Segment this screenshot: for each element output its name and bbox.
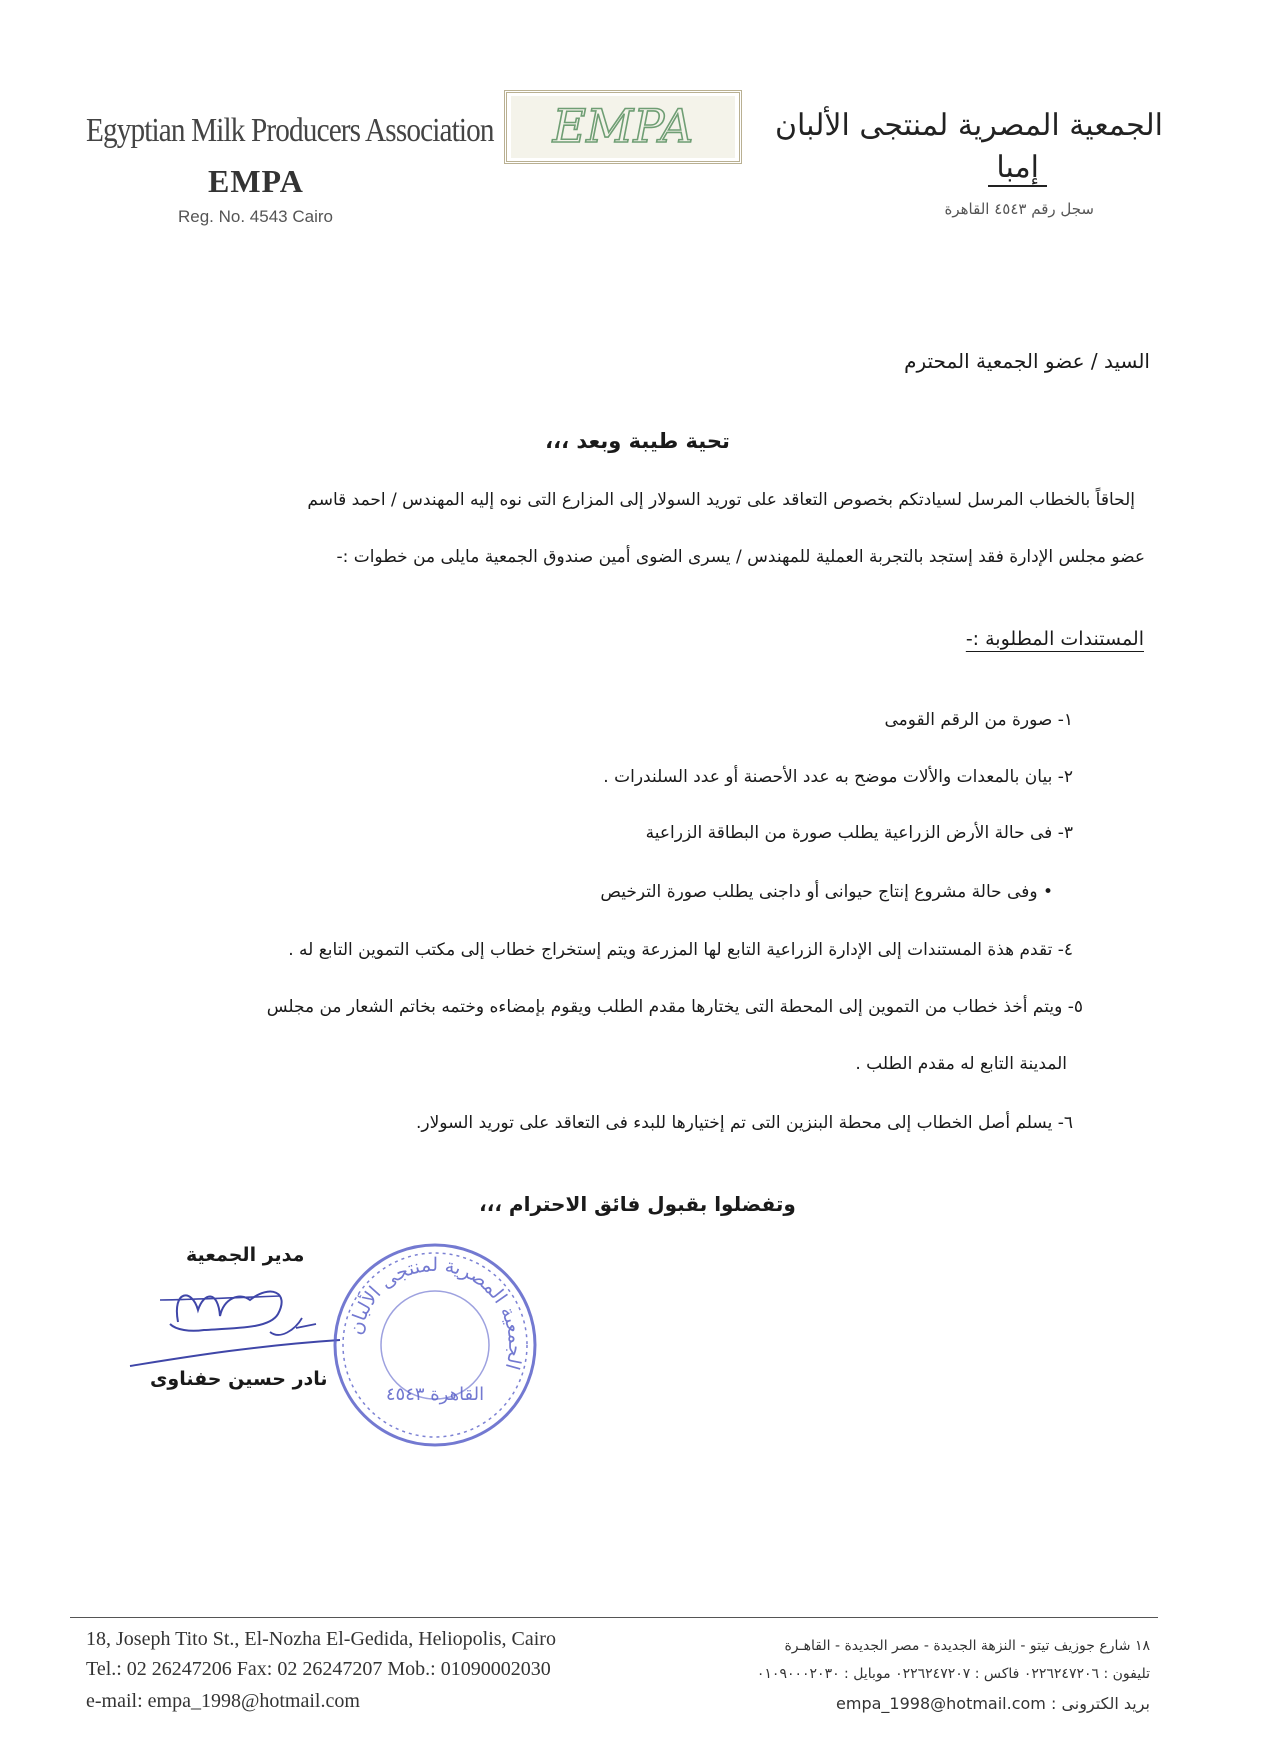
association-name-en: Egyptian Milk Producers Association <box>86 112 494 149</box>
list-item: ٣- فى حالة الأرض الزراعية يطلب صورة من البطاقة الزراعية <box>645 823 1073 843</box>
stamp-text: الجمعية المصرية لمنتجى الألبان <box>344 1253 527 1373</box>
association-name-ar: الجمعية المصرية لمنتجى الألبان <box>775 108 1163 143</box>
stamp-subtext: القاهرة ٤٥٤٣ <box>385 1384 485 1405</box>
association-abbr-en: EMPA <box>208 163 304 199</box>
greeting: تحية طيبة وبعد ،،، <box>545 429 730 453</box>
intro-paragraph-line-1: إلحاقاً بالخطاب المرسل لسيادتكم بخصوص التعاقد على توريد السولار إلى المزارع التى نوه إليه المهندس / احمد قاسم <box>307 490 1135 510</box>
footer-phone-ar: تليفون : ٠٢٢٦٢٤٧٢٠٦ فاكس : ٠٢٢٦٢٤٧٢٠٧ موبايل : ٠١٠٩٠٠٠٢٠٣٠ <box>756 1666 1150 1682</box>
svg-text:الجمعية المصرية لمنتجى الألبان <box>345 1254 527 1372</box>
footer-divider <box>70 1617 1158 1618</box>
empa-logo-script <box>511 96 735 158</box>
footer-address-en: 18, Joseph Tito St., El-Nozha El-Gedida, Heliopolis, Cairo <box>86 1628 556 1650</box>
list-item: ٥- ويتم أخذ خطاب من التموين إلى المحطة التى يختارها مقدم الطلب ويقوم بإمضاءه وختمه بخاتم الشعار من مجلس <box>266 997 1083 1017</box>
list-item: ١- صورة من الرقم القومى <box>884 710 1073 730</box>
signatory-name: نادر حسين حفناوى <box>150 1368 328 1390</box>
list-item: ٢- بيان بالمعدات والألات موضح به عدد الأحصنة أو عدد السلندرات . <box>603 767 1073 787</box>
registration-number-ar: سجل رقم ٤٥٤٣ القاهرة <box>944 200 1094 218</box>
list-item: ٤- تقدم هذة المستندات إلى الإدارة الزراعية التابع لها المزرعة ويتم إستخراج خطاب إلى مكتب التموين التابع له . <box>288 940 1073 960</box>
logo-text: EMPA <box>552 99 694 153</box>
association-abbr-ar: إمبا <box>988 150 1047 187</box>
documents-heading: المستندات المطلوبة :- <box>965 628 1144 650</box>
registration-number-en: Reg. No. 4543 Cairo <box>178 207 333 226</box>
closing-line: وتفضلوا بقبول فائق الاحترام ،،، <box>479 1192 796 1216</box>
footer-email-en: e-mail: empa_1998@hotmail.com <box>86 1690 360 1712</box>
list-item-continuation: المدينة التابع له مقدم الطلب . <box>855 1054 1067 1074</box>
association-stamp <box>330 1240 540 1450</box>
footer-email-ar: بريد الكترونى : empa_1998@hotmail.com <box>836 1694 1150 1713</box>
empa-logo <box>504 90 742 164</box>
list-item: ٦- يسلم أصل الخطاب إلى محطة البنزين التى تم إختيارها للبدء فى التعاقد على توريد السولار. <box>416 1113 1073 1133</box>
footer-phone-en: Tel.: 02 26247206 Fax: 02 26247207 Mob.: 01090002030 <box>86 1658 551 1680</box>
list-item-bullet: • وفى حالة مشروع إنتاج حيوانى أو داجنى يطلب صورة الترخيص <box>600 882 1053 902</box>
salutation: السيد / عضو الجمعية المحترم <box>904 349 1150 373</box>
intro-paragraph-line-2: عضو مجلس الإدارة فقد إستجد بالتجربة العملية للمهندس / يسرى الضوى أمين صندوق الجمعية مايلى من خطوات :- <box>336 547 1145 567</box>
footer-address-ar: ١٨ شارع جوزيف تيتو - النزهة الجديدة - مصر الجديدة - القاهـرة <box>784 1638 1150 1654</box>
signatory-title: مدير الجمعية <box>186 1244 305 1266</box>
handwritten-signature <box>120 1270 350 1380</box>
